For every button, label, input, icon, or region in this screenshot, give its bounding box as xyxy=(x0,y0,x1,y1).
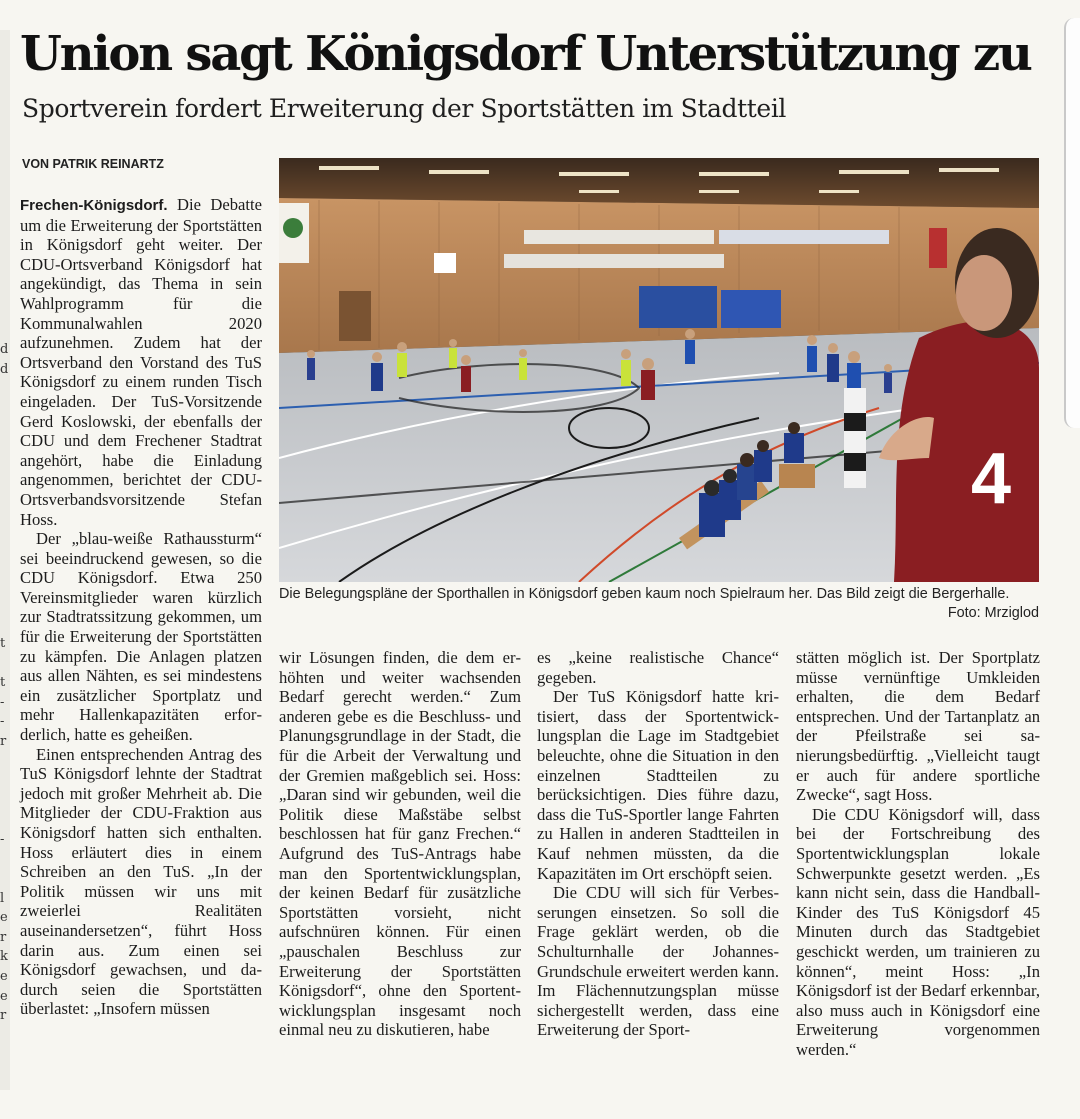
paragraph: wir Lösungen finden, die dem erhöhten und weiter wachsenden Bedarf gerecht werden.“ Zum anderen gebe es die Beschluss- und Planungsgrundlage in der Stadt, die für die Arbeit der Verwaltung und der Gremien maßgeblich sei. Hoss: „Daran sind wir gebunden, weil die Politik diese Maßstäbe selbst beschlossen hat für ganz Frechen.“ Aufgrund des TuS-Antrags habe man den Sportentwicklungsplan, der keinen Bedarf für zusätzliche Sportstätten vorsieht, nicht aufschnüren können. Für einen „pauschalen Beschluss zur Erweiterung der Sportstätten Königsdorf“, ohne den Sportentwicklungsplan insgesamt noch einmal neu zu diskutieren, habe xyxy=(279,648,521,1040)
scrollbar[interactable] xyxy=(1064,18,1080,428)
paragraph: Die Debatte um die Erweiterung der Sportstätten in Königsdorf geht weiter. Der CDU-Ortsverband Königsdorf hat angekündigt, das Thema in sein Wahlprogramm für die Kommunalwahlen 2020 aufzunehmen. Zudem hat der Ortsverband den Vorstand des TuS Königsdorf zu einem runden Tisch eingeladen. Der TuS-Vorsitzende Gerd Koslowski, der ebenfalls der CDU und dem Frechener Stadtrat angehört, habe die Einladung angenommen, berichtet der CDU-Ortsverbandsvorsitzende Stefan Hoss. xyxy=(20,195,262,529)
paragraph: Die CDU will sich für Verbesserungen einsetzen. So soll die Frage geklärt werden, ob die Schulturnhalle der Johannes-Grundschule erweitert werden kann. Im Flächennutzungsplan müsse sichergestellt werden, dass eine Erweiterung der Sport- xyxy=(537,883,779,1040)
headline: Union sagt Königsdorf Unterstützung zu xyxy=(20,26,1031,82)
paragraph: Die CDU Königsdorf will, dass bei der Fortschreibung des Sportentwicklungsplan lokale Schwerpunkte gesetzt werden. „Es kann nicht sein, dass die Handball-Kinder des TuS Königsdorf 45 Minuten durch das Stadtgebiet geschickt werden, um trainieren zu können“, meint Hoss: „In Königsdorf ist der Bedarf erkennbar, also muss auch in Königsdorf eine Erweiterung vorgenommen werden.“ xyxy=(796,804,1041,1059)
adjacent-column-fragments: d d t t - - r - l e r k e e r xyxy=(0,342,9,1024)
subheadline: Sportverein fordert Erweiterung der Sportstätten im Stadtteil xyxy=(22,94,787,123)
caption-text: Die Belegungspläne der Sporthallen in Königsdorf geben kaum noch Spielraum her. Das Bild zeigt die Bergerhalle. xyxy=(279,586,1010,602)
article-column-3 xyxy=(537,648,779,1040)
photo-credit: Foto: Mrziglod xyxy=(947,604,1039,621)
article-column-4 xyxy=(796,648,1040,1059)
jersey-number: 4 xyxy=(971,439,1012,519)
article-column-1 xyxy=(20,195,262,1019)
paragraph: Einen entsprechenden Antrag des TuS Königsdorf lehnte der Stadtrat jedoch mit großer Mehrheit ab. Die Mitglieder der CDU-Fraktion aus Königsdorf hatten sich enthalten. Hoss erläutert dies in einem Schreiben an den TuS. „In der Politik müssen wir uns mit zweierlei Realitäten auseinandersetzen“, führt Hoss darin aus. Zum einen sei Königsdorf gewachsen, und dadurch seien die Sportstätten überlastet: „Insofern müssen xyxy=(20,744,262,1019)
dateline: Frechen-Königsdorf. xyxy=(20,197,168,214)
gym-illustration xyxy=(279,158,1039,582)
photo-caption xyxy=(279,585,1039,622)
paragraph: stätten möglich ist. Der Sportplatz müsse vernünftige Umkleiden erhalten, die dem Bedarf entsprechen. Und der Tartanplatz an der Pfeilstraße sei sanierungsbedürftig. „Vielleicht taugt er auch für andere sportliche Zwecke“, sagt Hoss. xyxy=(796,648,1040,805)
byline: VON PATRIK REINARTZ xyxy=(22,157,164,171)
paragraph: Der TuS Königsdorf hatte kritisiert, dass der Sportentwicklungsplan die Lage im Stadtgebiet beleuchte, ohne die Situation in den einzelnen Stadtteilen zu berücksichtigen. Dies führe dazu, dass die TuS-Sportler lange Fahrten zu Hallen in anderen Stadtteilen in Kauf nehmen müssten, da die Kapazitäten im Ort erschöpft seien. xyxy=(537,687,779,883)
sports-hall-photo xyxy=(279,158,1039,582)
article-column-2 xyxy=(279,648,521,1040)
paragraph: es „keine realistische Chance“ gegeben. xyxy=(537,648,779,687)
paragraph: Der „blau-weiße Rathaussturm“ sei beeindruckend gewesen, so die CDU Königsdorf. Etwa 250 Vereinsmitglieder waren kürzlich zur Stadtratssitzung gekommen, um für die Erweiterung der Sportstätten zu kämpfen. Die Anlagen platzen aus allen Nähten, es sei mindestens ein zusätzlicher Sportplatz und mehr Hallenkapazitäten erforderlich, hatte es geheißen. xyxy=(20,529,262,745)
